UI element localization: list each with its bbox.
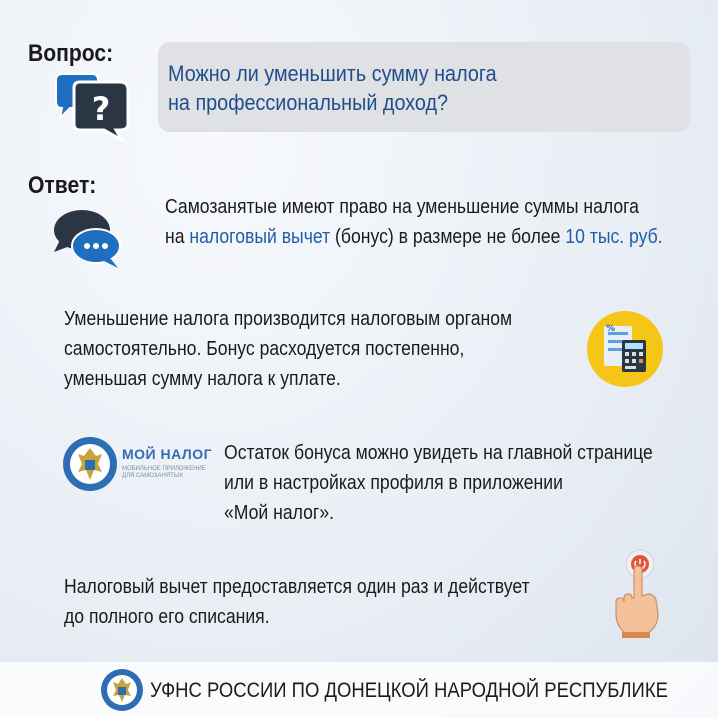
footer-text: УФНС РОССИИ ПО ДОНЕЦКОЙ НАРОДНОЙ РЕСПУБЛИКЕ	[150, 679, 668, 702]
answer-block-1	[165, 194, 663, 250]
bonus-amount-highlight: 10 тыс. руб.	[565, 226, 663, 248]
text-segment: (бонус) в размере не более	[330, 226, 566, 248]
fns-emblem-icon	[62, 436, 118, 492]
answer-line: Уменьшение налога производится налоговым органом	[64, 308, 513, 330]
tax-deduction-highlight: налоговый вычет	[189, 226, 331, 248]
answer-line	[165, 224, 663, 250]
answer-line: Налоговый вычет предоставляется один раз и действует	[64, 576, 530, 598]
answer-line: «Мой налог».	[224, 502, 335, 524]
answer-line: уменьшая сумму налога к уплате.	[64, 368, 341, 390]
svg-text:%: %	[606, 324, 616, 334]
question-line: на профессиональный доход?	[168, 90, 449, 115]
answer-block-3	[224, 438, 653, 528]
answer-block-4	[64, 572, 530, 632]
answer-line: Остаток бонуса можно увидеть на главной странице	[224, 442, 653, 464]
answer-label: Ответ:	[28, 172, 97, 199]
question-label: Вопрос:	[28, 40, 114, 67]
question-chat-icon	[52, 72, 132, 142]
question-line: Можно ли уменьшить сумму налога	[168, 61, 497, 86]
app-subtitle	[122, 466, 206, 480]
app-subtitle-line: ДЛЯ САМОЗАНЯТЫХ	[122, 473, 184, 479]
answer-chat-icon	[52, 206, 122, 270]
answer-line: Самозанятые имеют право на уменьшение суммы налога	[165, 196, 639, 218]
answer-block-2	[64, 304, 512, 394]
app-subtitle-line: МОБИЛЬНОЕ ПРИЛОЖЕНИЕ	[122, 466, 206, 472]
question-text	[168, 59, 636, 117]
calculator-icon	[586, 310, 664, 388]
svg-text:?: ?	[91, 90, 111, 128]
fns-footer-emblem-icon	[100, 668, 144, 712]
moy-nalog-logo	[62, 436, 212, 496]
text-segment: на	[165, 226, 190, 248]
app-name: МОЙ НАЛОГ	[122, 446, 213, 462]
answer-line: или в настройках профиля в приложении	[224, 472, 563, 494]
finger-press-icon	[604, 548, 668, 638]
answer-line: самостоятельно. Бонус расходуется постепенно,	[64, 338, 465, 360]
answer-line: до полного его списания.	[64, 606, 270, 628]
